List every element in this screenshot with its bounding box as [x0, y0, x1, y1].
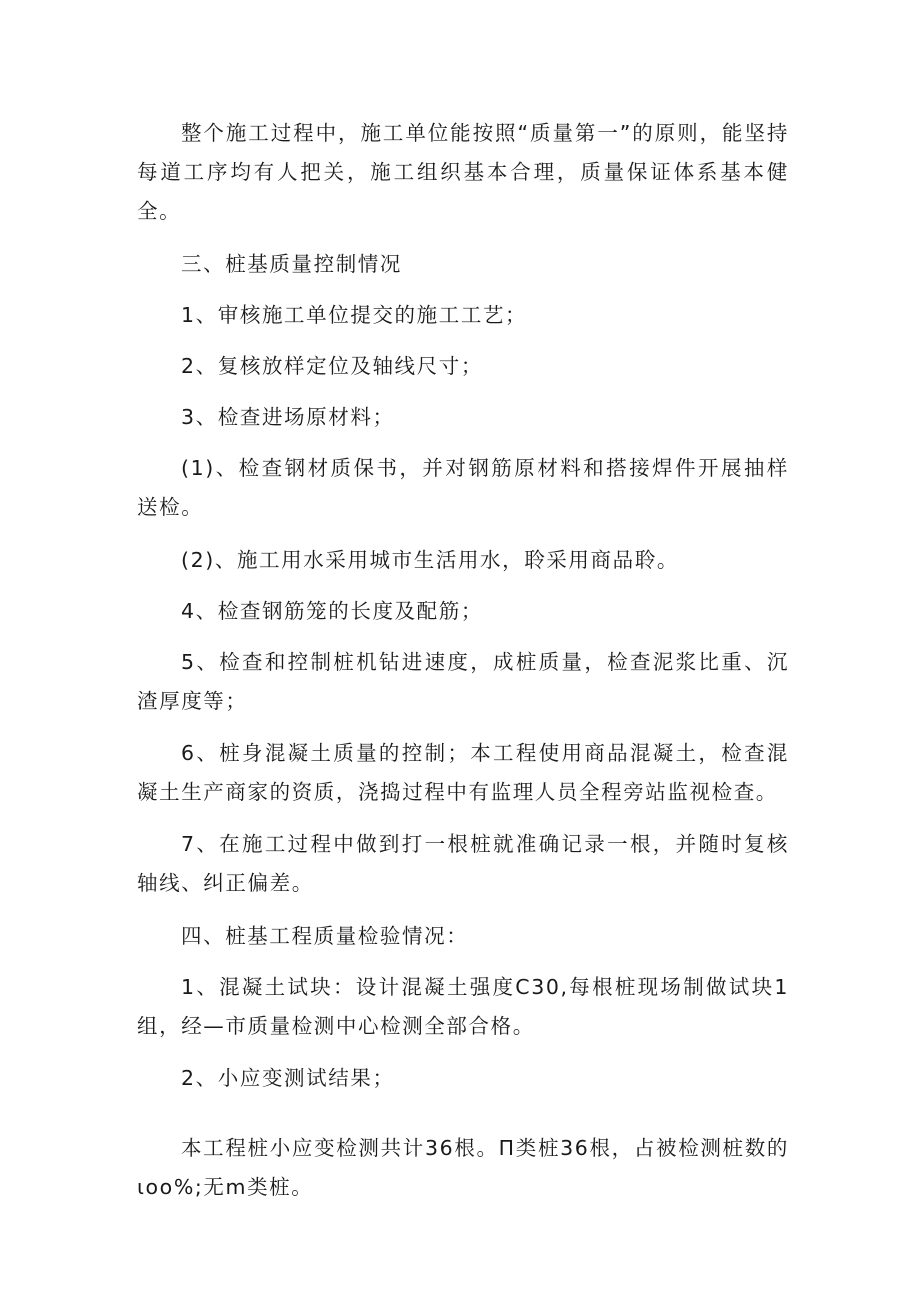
- heading-pile-quality-control: 三、桩基质量控制情况: [181, 252, 402, 276]
- list-item-concrete-test-blocks: 1、混凝土试块：设计混凝土强度C30,每根桩现场制做试块1组，经—市质量检测中心检测全部合格。: [137, 975, 789, 1038]
- list-item-verify-layout: 2、复核放样定位及轴线尺寸；: [181, 354, 483, 378]
- list-item-check-materials: 3、检查进场原材料；: [181, 405, 395, 429]
- list-item-strain-test: 2、小应变测试结果；: [181, 1066, 395, 1090]
- paragraph-strain-test-result: 本工程桩小应变检测共计36根。Π类桩36根，占被检测桩数的ιoo%;无m类桩。: [137, 1136, 789, 1199]
- list-item-concrete-control: 6、桩身混凝土质量的控制；本工程使用商品混凝土，检查混凝土生产商家的资质，浇捣过程中有监理人员全程旁站监视检查。: [137, 741, 789, 804]
- list-item-rebar-cage: 4、检查钢筋笼的长度及配筋；: [181, 599, 483, 623]
- sub-item-steel-certificate: (1)、检查钢材质保书，并对钢筋原材料和搭接焊件开展抽样送检。: [137, 456, 789, 519]
- list-item-record-piles: 7、在施工过程中做到打一根桩就准确记录一根，并随时复核轴线、纠正偏差。: [137, 832, 789, 895]
- list-item-review-process: 1、审核施工单位提交的施工工艺；: [181, 303, 528, 327]
- heading-pile-inspection: 四、桩基工程质量检验情况：: [181, 924, 469, 948]
- paragraph-construction-process: 整个施工过程中，施工单位能按照“质量第一”的原则，能坚持每道工序均有人把关，施工组织基本合理，质量保证体系基本健全。: [137, 121, 789, 223]
- sub-item-construction-water: (2)、施工用水采用城市生活用水，聆采用商品聆。: [181, 548, 679, 572]
- list-item-drilling-speed: 5、检查和控制桩机钻进速度，成桩质量，检查泥浆比重、沉渣厚度等；: [137, 650, 789, 713]
